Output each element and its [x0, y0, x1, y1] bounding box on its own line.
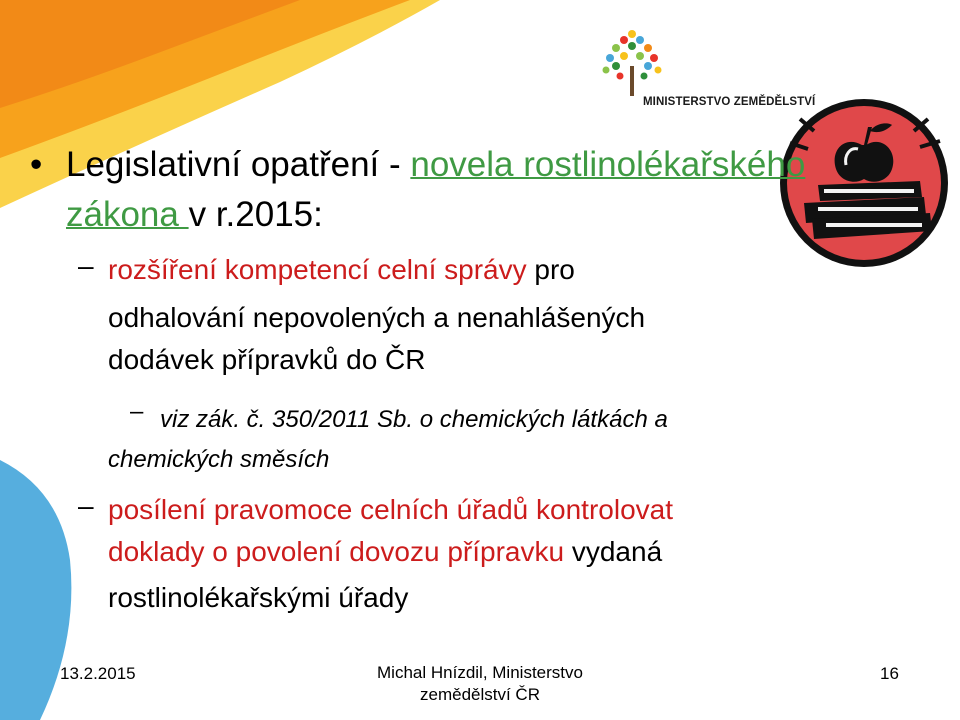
- footer-author-line-2: zemědělství ČR: [420, 685, 540, 704]
- dash-icon: –: [130, 398, 144, 425]
- dash-icon: –: [78, 250, 94, 281]
- footer-author-line-1: Michal Hnízdil, Ministerstvo: [377, 663, 583, 682]
- item-3-line-2: [108, 532, 908, 572]
- item-3-line-1: [108, 490, 908, 530]
- footer-author: [355, 662, 605, 706]
- item-1-red-text: rozšíření kompetencí celní správy: [108, 254, 527, 285]
- item-3-red-text-2: doklady o povolení dovozu přípravku: [108, 536, 565, 567]
- heading-prefix: Legislativní opatření -: [66, 145, 411, 184]
- item-1-line-1: [108, 250, 908, 290]
- main-bullet-text: [66, 140, 806, 240]
- bullet-dot-icon: •: [30, 145, 43, 184]
- item-3-text: vydaná: [564, 536, 663, 567]
- ministry-logo-text: MINISTERSTVO ZEMĚDĚLSTVÍ: [643, 96, 816, 108]
- item-1-line-2: odhalování nepovolených a nenahlášených: [108, 302, 646, 333]
- novela-link[interactable]: novela rostlinolékařského zákona: [66, 145, 806, 234]
- dash-icon: –: [78, 490, 94, 521]
- item-3-red-text-1: posílení pravomoce celních úřadů kontrolovat: [108, 494, 673, 525]
- item-1-text: pro: [526, 254, 575, 285]
- item-1-line-3: dodávek přípravků do ČR: [108, 344, 426, 375]
- page-number: 16: [880, 664, 899, 683]
- item-2-line-1: viz zák. č. 350/2011 Sb. o chemických látkách a: [160, 406, 668, 433]
- footer-date: 13.2.2015: [60, 664, 136, 683]
- heading-suffix: v r.2015:: [188, 195, 323, 234]
- item-3-line-3: rostlinolékařskými úřady: [108, 582, 409, 613]
- item-2-line-2: chemických směsích: [108, 446, 330, 473]
